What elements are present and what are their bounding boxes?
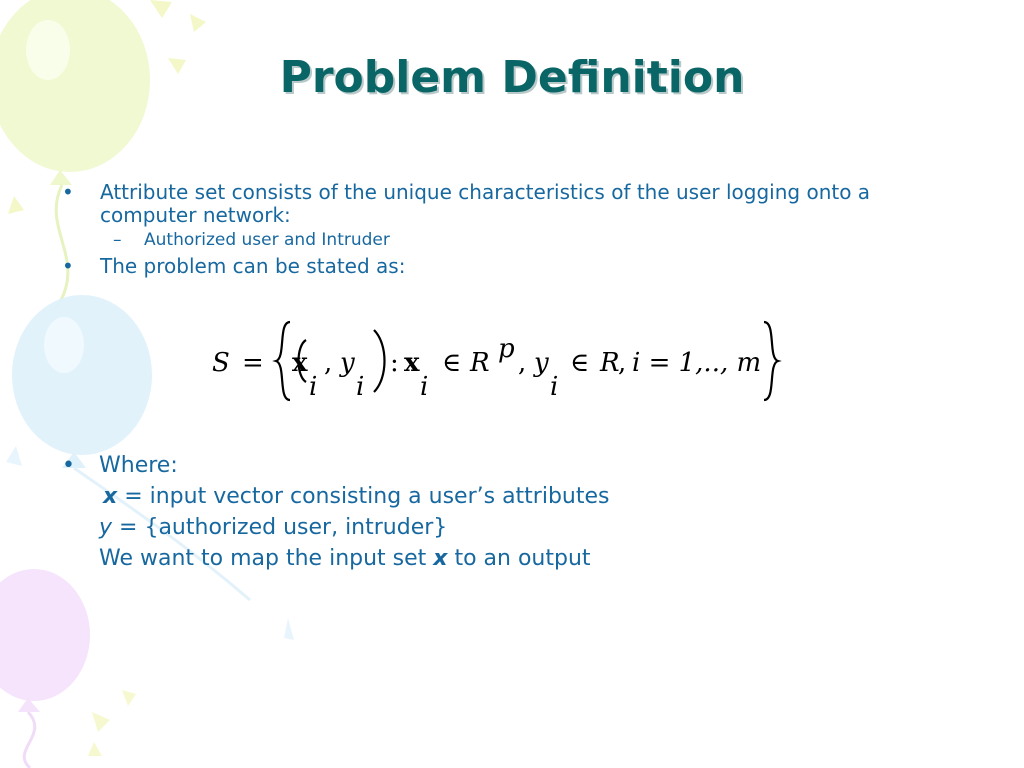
sub-bullet-authorized-user [113,230,390,250]
bullet-text: Attribute set consists of the unique characteristics of the user logging onto a computer network: [100,180,871,227]
eq-sub-i: i [356,372,365,402]
eq-sub-i: i [309,372,318,402]
sub-bullet-text: Authorized user and Intruder [144,230,390,250]
bullet-dot-icon: • [62,453,75,478]
eq-R: R [470,348,490,378]
eq-R: R [600,348,620,378]
bullet-dot-icon: • [62,254,74,278]
eq-sub-i: i [550,372,559,402]
bullet-attribute-set [62,181,922,227]
right-brace-icon [760,320,784,402]
dash-icon: – [113,230,122,250]
where-x-line [103,481,610,512]
eq-sub-i: i [420,372,429,402]
eq-x: x [404,348,420,378]
eq-comma: , [324,348,333,378]
bullet-dot-icon: • [62,180,74,204]
eq-y: y [534,348,549,378]
map-x-symbol: x [433,546,448,571]
where-label: Where: [99,453,178,478]
eq-y: y [340,348,355,378]
eq-element-of: ∈ [570,348,590,378]
y-symbol: y [99,515,113,540]
eq-element-of: ∈ [442,348,462,378]
x-description: = input vector consisting a user’s attributes [117,484,610,509]
eq-comma: , [618,348,627,378]
eq-colon: : [390,348,399,378]
eq-equals: = [242,348,264,378]
y-description: = {authorized user, intruder} [112,515,448,540]
bullet-problem-stated [62,255,405,278]
where-block [62,450,610,574]
eq-comma: , [518,348,527,378]
eq-index-range: i = 1,.., m [632,348,762,378]
map-prefix: We want to map the input set [99,546,434,571]
map-suffix: to an output [447,546,591,571]
eq-S: S [212,348,230,378]
x-symbol: x [103,484,118,509]
bullet-text: The problem can be stated as: [100,254,406,278]
right-paren-icon [370,326,392,396]
problem-equation [212,318,792,408]
eq-sup-p: p [498,334,515,364]
slide-title: Problem Definition [279,52,745,103]
where-map-line [99,543,610,574]
where-y-line [99,512,610,543]
eq-x: x [292,348,308,378]
